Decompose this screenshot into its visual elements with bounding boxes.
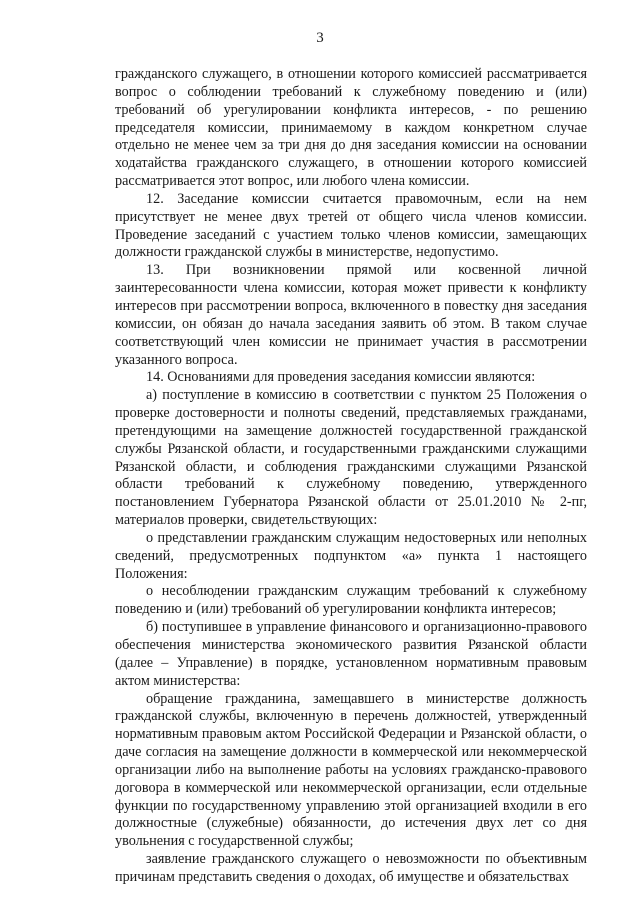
paragraph-item-14: 14. Основаниями для проведения заседания комиссии являются:	[146, 369, 536, 386]
paragraph-bullet-inaccurate-info: о представлении гражданским служащим недостоверных или неполных сведений, предусмотренных подпунктом «а» пункта 1 настоящего Положения:	[115, 529, 587, 582]
paragraph-citizen-appeal: обращение гражданина, замещавшего в министерстве должность гражданской службы, включенную в перечень должностей, утвержденный нормативным правовым актом Российской Федерации и Рязанской области, о даче согласия на замещение должности в коммерческой или некоммерческой организации либо на выполнение работы на условиях гражданско-правового договора в коммерческой или некоммерческой организации, если отдельные функции по государственному управлению этой организацией входили в его должностные (служебные) обязанности, до истечения двух лет со дня увольнения с государственной службы;	[115, 690, 587, 850]
page-number: 3	[316, 30, 324, 46]
paragraph-bullet-noncompliance: о несоблюдении гражданским служащим требований к служебному поведению и (или) требований об урегулировании конфликта интересов;	[115, 583, 587, 618]
paragraph-employee-statement: заявление гражданского служащего о невозможности по объективным причинам представить сведения о доходах, об имуществе и обязательствах	[115, 851, 587, 885]
paragraph-item-13: 13. При возникновении прямой или косвенной личной заинтересованности члена комиссии, которая может привести к конфликту интересов при рассмотрении вопроса, включенного в повестку дня заседания комиссии, он обязан до начала заседания заявить об этом. В таком случае соответствующий член комиссии не принимает участия в рассмотрении указанного вопроса.	[115, 262, 587, 368]
paragraph-subitem-a: а) поступление в комиссию в соответствии с пунктом 25 Положения о проверке достоверности и полноты сведений, представляемых гражданами, претендующими на замещение должностей государственной гражданской службы Рязанской области, и государственными гражданскими служащими Рязанской области, и соблюдения гражданскими служащими Рязанской области требований к служебному поведению, утвержденного постановлением Губернатора Рязанской области от 25.01.2010 № 2-пг, материалов проверки, свидетельствующих:	[115, 387, 587, 529]
paragraph-continuation: гражданского служащего, в отношении которого комиссией рассматривается вопрос о соблюдении требований к служебному поведению и (или) требований об урегулировании конфликта интересов, - по решению председателя комиссии, принимаемому в каждом конкретном случае отдельно не менее чем за три дня до дня заседания комиссии на основании ходатайства гражданского служащего, в отношении которого комиссией рассматривается этот вопрос, или любого члена комиссии.	[115, 66, 587, 190]
paragraph-item-12: 12. Заседание комиссии считается правомочным, если на нем присутствует не менее двух третей от общего числа членов комиссии. Проведение заседаний с участием только членов комиссии, замещающих должности гражданской службы в министерстве, недопустимо.	[115, 190, 587, 261]
document-body	[115, 66, 587, 887]
paragraph-subitem-b: б) поступившее в управление финансового и организационно-правового обеспечения министерства экономического развития Рязанской области (далее – Управление) в порядке, установленном нормативным правовым актом министерства:	[115, 619, 587, 689]
